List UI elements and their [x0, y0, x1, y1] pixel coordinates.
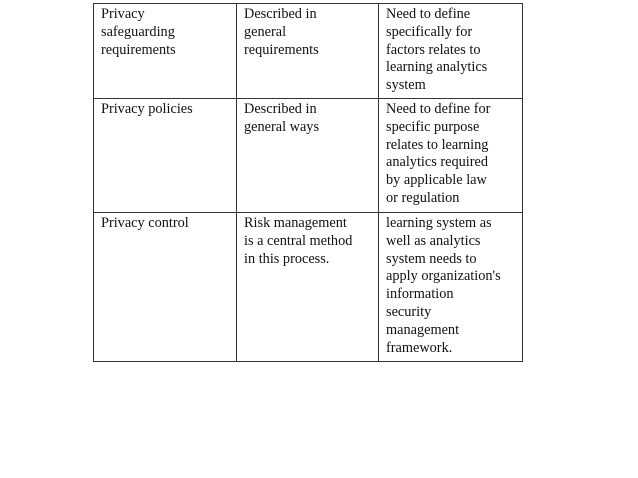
- table-cell-specific: Need to define specifically for factors relates to learning analytics system: [379, 4, 523, 99]
- table-row: [94, 4, 523, 99]
- table-row: [94, 213, 523, 362]
- table-cell-general: Described in general ways: [237, 99, 379, 213]
- table-cell-general: Risk management is a central method in this process.: [237, 213, 379, 362]
- table-cell-general: Described in general requirements: [237, 4, 379, 99]
- privacy-comparison-table: [93, 3, 523, 362]
- table-cell-specific: learning system as well as analytics system needs to apply organization's information security management framework.: [379, 213, 523, 362]
- table-cell-aspect: Privacy safeguarding requirements: [94, 4, 237, 99]
- table-cell-aspect: Privacy policies: [94, 99, 237, 213]
- table-row: [94, 99, 523, 213]
- table-cell-specific: Need to define for specific purpose relates to learning analytics required by applicable law or regulation: [379, 99, 523, 213]
- table-cell-aspect: Privacy control: [94, 213, 237, 362]
